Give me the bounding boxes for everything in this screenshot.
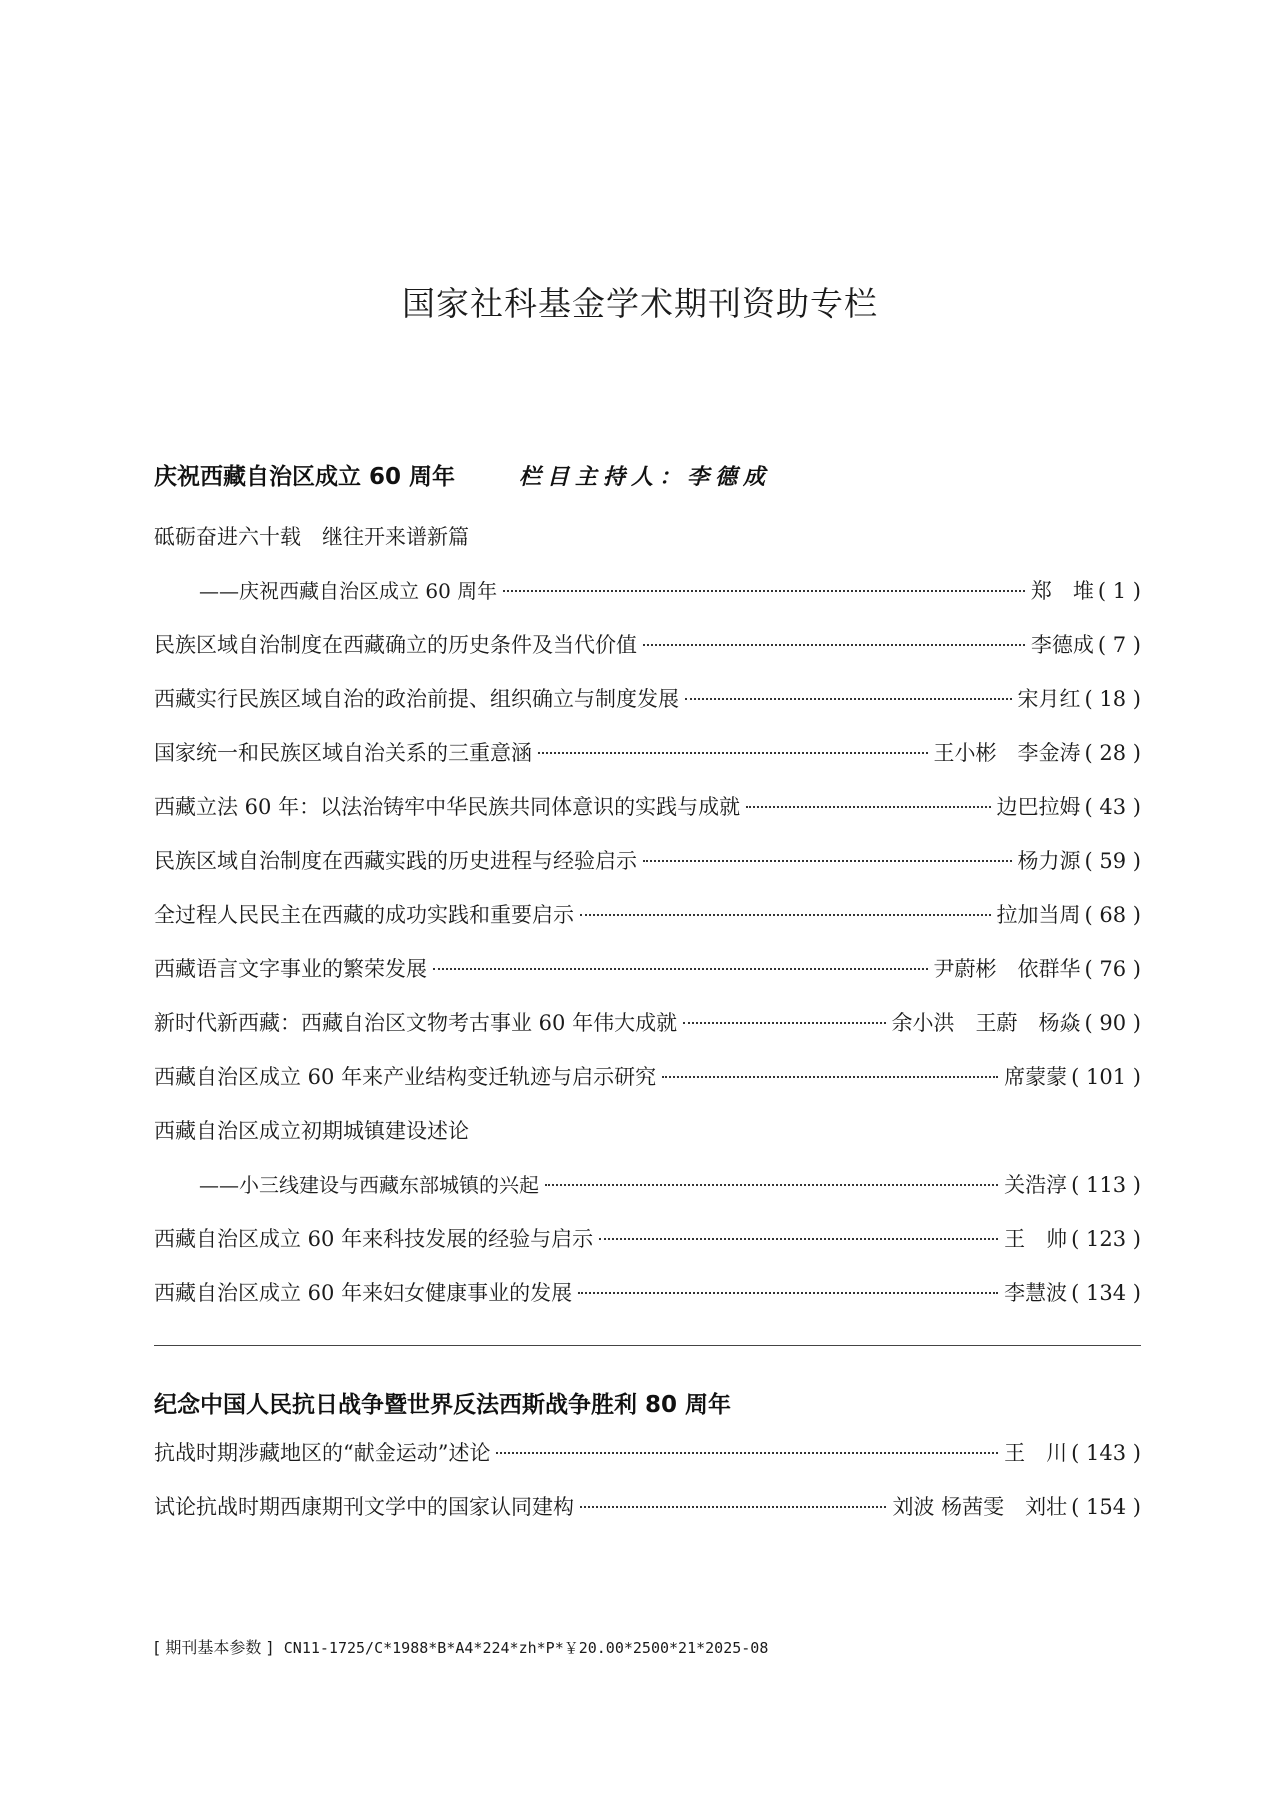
entry-author: 李慧波	[1004, 1281, 1068, 1305]
toc-entry	[154, 672, 1141, 726]
section-divider	[154, 1345, 1141, 1346]
dot-leader	[643, 644, 1025, 646]
entry-page: ( 134 )	[1071, 1281, 1141, 1305]
entry-page: ( 143 )	[1071, 1441, 1141, 1465]
entry-author: 席蒙蒙	[1004, 1065, 1068, 1089]
toc-entry	[154, 618, 1141, 672]
entry-author: 杨力源	[1017, 849, 1081, 873]
section-heading-tibet-60	[154, 458, 771, 491]
entry-title: 西藏自治区成立 60 年来科技发展的经验与启示	[154, 1227, 594, 1251]
section-heading-text: 庆祝西藏自治区成立 60 周年	[154, 464, 456, 490]
toc-entry	[154, 834, 1141, 888]
entry-title: 西藏自治区成立 60 年来产业结构变迁轨迹与启示研究	[154, 1065, 657, 1089]
entry-title: 国家统一和民族区域自治关系的三重意涵	[154, 741, 532, 765]
entry-title: 西藏实行民族区域自治的政治前提、组织确立与制度发展	[154, 687, 679, 711]
entry-author: 宋月红	[1017, 687, 1081, 711]
entry-page: ( 123 )	[1071, 1227, 1141, 1251]
entry-title: 试论抗战时期西康期刊文学中的国家认同建构	[154, 1495, 574, 1519]
section-heading-war-80	[154, 1386, 731, 1419]
dot-leader	[643, 860, 1012, 862]
entry-author: 郑 堆	[1030, 579, 1094, 603]
section-heading-text: 纪念中国人民抗日战争暨世界反法西斯战争胜利 80 周年	[154, 1392, 732, 1418]
column-host: 栏目主持人：李德成	[519, 464, 772, 490]
dot-leader	[545, 1184, 998, 1186]
entry-title: 西藏自治区成立 60 年来妇女健康事业的发展	[154, 1281, 573, 1305]
toc-list-tibet-60	[154, 510, 1141, 1320]
journal-parameters	[154, 1635, 768, 1658]
entry-author: 边巴拉姆	[996, 795, 1081, 819]
params-label: [ 期刊基本参数 ]	[154, 1638, 273, 1657]
toc-entry	[154, 780, 1141, 834]
entry-title: ——小三线建设与西藏东部城镇的兴起	[199, 1173, 539, 1197]
dot-leader	[683, 1022, 885, 1024]
entry-page: ( 90 )	[1084, 1011, 1141, 1035]
dot-leader	[580, 1506, 886, 1508]
entry-title: 全过程人民民主在西藏的成功实践和重要启示	[154, 903, 574, 927]
dot-leader	[662, 1076, 998, 1078]
entry-page: ( 28 )	[1084, 741, 1141, 765]
dot-leader	[599, 1238, 998, 1240]
entry-title: 西藏立法 60 年：以法治铸牢中华民族共同体意识的实践与成就	[154, 795, 741, 819]
dot-leader	[746, 806, 990, 808]
toc-entry	[154, 1480, 1141, 1534]
toc-entry	[154, 1104, 1141, 1158]
toc-entry	[154, 1212, 1141, 1266]
entry-author: 余小洪 王蔚 杨焱	[891, 1011, 1081, 1035]
entry-title: 民族区域自治制度在西藏确立的历史条件及当代价值	[154, 633, 637, 657]
toc-entry	[154, 888, 1141, 942]
entry-author: 关浩淳	[1004, 1173, 1068, 1197]
toc-subtitle-entry	[154, 1158, 1141, 1212]
dot-leader	[578, 1292, 998, 1294]
entry-author: 尹蔚彬 依群华	[933, 957, 1081, 981]
toc-subtitle-entry	[154, 564, 1141, 618]
toc-entry	[154, 510, 1141, 564]
entry-title: 西藏自治区成立初期城镇建设述论	[154, 1119, 469, 1143]
entry-author: 王小彬 李金涛	[933, 741, 1081, 765]
dot-leader	[538, 752, 928, 754]
toc-entry	[154, 1050, 1141, 1104]
entry-author: 李德成	[1030, 633, 1094, 657]
dot-leader	[496, 1452, 998, 1454]
entry-page: ( 7 )	[1097, 633, 1141, 657]
entry-page: ( 76 )	[1084, 957, 1141, 981]
toc-entry	[154, 726, 1141, 780]
entry-page: ( 18 )	[1084, 687, 1141, 711]
params-code: CN11-1725/C*1988*B*A4*224*zh*P*￥20.00*2500*21*2025-08	[283, 1639, 769, 1657]
entry-page: ( 59 )	[1084, 849, 1141, 873]
entry-title: 抗战时期涉藏地区的“献金运动”述论	[154, 1441, 491, 1465]
toc-entry	[154, 1426, 1141, 1480]
entry-page: ( 154 )	[1071, 1495, 1141, 1519]
dot-leader	[433, 968, 928, 970]
toc-entry	[154, 1266, 1141, 1320]
entry-title: 新时代新西藏：西藏自治区文物考古事业 60 年伟大成就	[154, 1011, 678, 1035]
toc-list-war-80	[154, 1426, 1141, 1534]
entry-page: ( 101 )	[1071, 1065, 1141, 1089]
entry-page: ( 43 )	[1084, 795, 1141, 819]
page-title: 国家社科基金学术期刊资助专栏	[402, 284, 878, 323]
entry-title: 民族区域自治制度在西藏实践的历史进程与经验启示	[154, 849, 637, 873]
entry-title: 砥砺奋进六十载 继往开来谱新篇	[154, 525, 469, 549]
entry-author: 王 川	[1004, 1441, 1068, 1465]
entry-title: 西藏语言文字事业的繁荣发展	[154, 957, 427, 981]
toc-entry	[154, 996, 1141, 1050]
entry-page: ( 113 )	[1071, 1173, 1141, 1197]
toc-entry	[154, 942, 1141, 996]
dot-leader	[685, 698, 1012, 700]
entry-author: 拉加当周	[996, 903, 1081, 927]
entry-title: ——庆祝西藏自治区成立 60 周年	[199, 579, 498, 603]
entry-page: ( 1 )	[1097, 579, 1141, 603]
entry-page: ( 68 )	[1084, 903, 1141, 927]
entry-author: 刘波 杨茜雯 刘壮	[892, 1495, 1068, 1519]
dot-leader	[580, 914, 991, 916]
dot-leader	[503, 590, 1025, 592]
entry-author: 王 帅	[1004, 1227, 1068, 1251]
